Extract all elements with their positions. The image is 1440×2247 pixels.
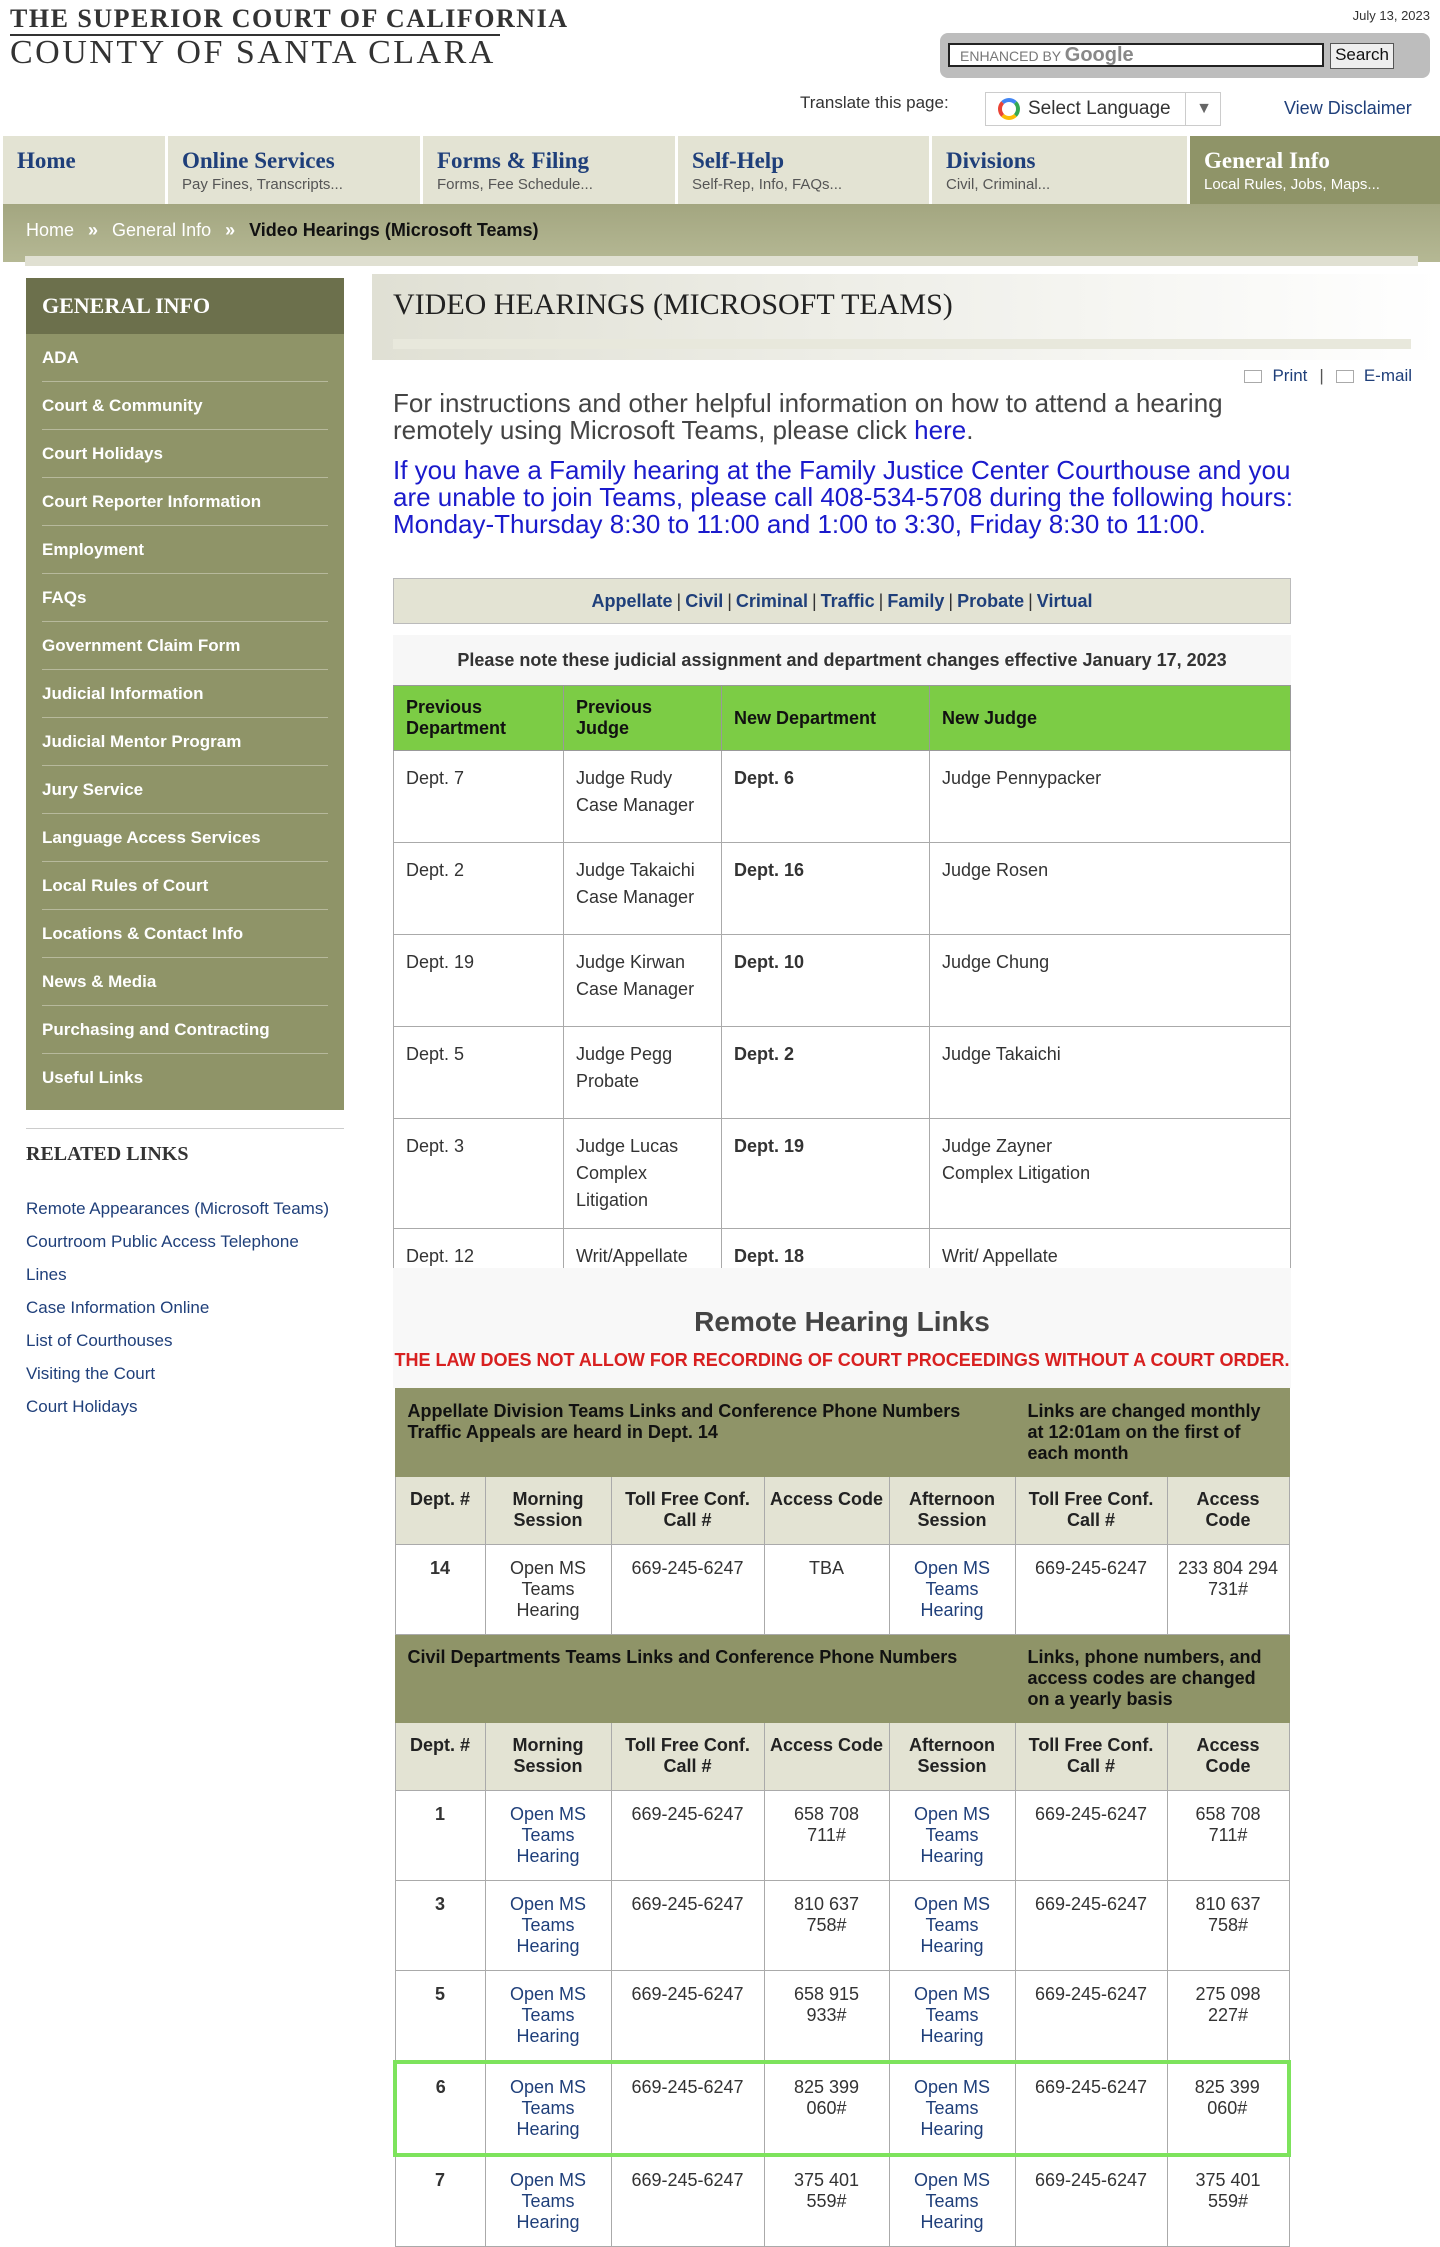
nav-tab-title: Online Services (182, 148, 335, 173)
search-button[interactable]: Search (1330, 43, 1394, 69)
morning-phone: 669-245-6247 (611, 1881, 764, 1971)
afternoon-access-code: 825 399 060# (1167, 2062, 1289, 2155)
sidebar-item-purchasing-and-contracting[interactable]: Purchasing and Contracting (42, 1006, 328, 1054)
sidebar-item-faqs[interactable]: FAQs (42, 574, 328, 622)
court-logo-line2[interactable]: COUNTY OF SANTA CLARA (10, 34, 496, 71)
dept-number: 3 (395, 1881, 485, 1971)
previous-role: Complex Litigation (576, 1163, 649, 1210)
category-link-civil[interactable]: Civil (685, 591, 724, 611)
category-separator: | (878, 591, 884, 611)
section-title: Civil Departments Teams Links and Conference Phone Numbers (407, 1647, 958, 1667)
family-hearing-note: If you have a Family hearing at the Family Justice Center Courthouse and you are unable to join Teams, please call 408-534-5708 during the following hours: Monday-Thursday 8:30 to 11:00 and 1:00 to 3:30, Friday 8:30 to 11:00. (393, 455, 1293, 539)
print-icon[interactable] (1244, 370, 1262, 383)
sidebar (26, 278, 344, 1110)
links-header-row (395, 1723, 1289, 1791)
sidebar-item-locations-contact-info[interactable]: Locations & Contact Info (42, 910, 328, 958)
assignment-row (394, 1119, 1291, 1229)
nav-tab-title: Forms & Filing (437, 148, 590, 173)
new-judge-cell (930, 935, 1291, 1027)
category-separator: | (676, 591, 682, 611)
new-department: Dept. 18 (722, 1229, 930, 1321)
dept-number: 7 (395, 2155, 485, 2247)
new-judge-cell (930, 751, 1291, 843)
links-column-header: Morning Session (485, 1477, 611, 1545)
category-link-criminal[interactable]: Criminal (735, 591, 808, 611)
nav-tab-title: General Info (1204, 148, 1330, 173)
links-column-header: Dept. # (395, 1477, 485, 1545)
assignment-row (394, 1027, 1291, 1119)
main-nav (3, 136, 1440, 204)
previous-judge-cell (564, 843, 722, 935)
morning-access-code: 810 637 758# (764, 1881, 889, 1971)
previous-judge-cell (564, 751, 722, 843)
breadcrumb-home[interactable]: Home (26, 220, 75, 240)
section-header-civil (395, 1635, 1289, 1723)
page-tools (1244, 366, 1412, 386)
sidebar-item-local-rules-of-court[interactable]: Local Rules of Court (42, 862, 328, 910)
previous-judge: Writ/Appellate (576, 1246, 688, 1266)
dept-row (395, 1881, 1289, 1971)
links-column-header: Toll Free Conf. Call # (611, 1477, 764, 1545)
previous-role: Case Manager (576, 795, 695, 815)
afternoon-teams-link[interactable]: Open MS Teams Hearing (913, 1804, 991, 1866)
sidebar-item-useful-links[interactable]: Useful Links (42, 1068, 144, 1087)
assignment-table (393, 685, 1291, 1321)
new-judge: Judge Chung (942, 952, 1050, 972)
previous-department: Dept. 3 (394, 1119, 564, 1229)
assignment-change-note: Please note these judicial assignment and department changes effective January 17, 2023 (393, 635, 1291, 685)
new-department: Dept. 2 (722, 1027, 930, 1119)
previous-department: Dept. 5 (394, 1027, 564, 1119)
category-links (393, 578, 1291, 624)
nav-tab-divisions[interactable] (932, 136, 1187, 204)
morning-session-cell (485, 1545, 611, 1635)
sidebar-item-ada[interactable]: ADA (42, 334, 328, 382)
section-header-appellate (395, 1389, 1289, 1477)
sidebar-item-employment[interactable]: Employment (42, 526, 328, 574)
section-update-note: Links, phone numbers, and access codes are changed on a yearly basis (1015, 1635, 1289, 1723)
category-link-appellate[interactable]: Appellate (591, 591, 673, 611)
col-previous-judge: Previous Judge (564, 686, 722, 751)
links-column-header: Toll Free Conf. Call # (1015, 1477, 1167, 1545)
morning-access-code: 825 399 060# (764, 2062, 889, 2155)
morning-access-code: 658 708 711# (764, 1791, 889, 1881)
new-judge: Judge Takaichi (942, 1044, 1061, 1064)
afternoon-session-cell (889, 1545, 1015, 1635)
dept-number: 1 (395, 1791, 485, 1881)
afternoon-phone: 669-245-6247 (1015, 1545, 1167, 1635)
morning-phone: 669-245-6247 (611, 2155, 764, 2247)
section-subtitle: Traffic Appeals are heard in Dept. 14 (407, 1422, 718, 1442)
previous-role: Case Manager (576, 979, 695, 999)
morning-access-code: 375 401 559# (764, 2155, 889, 2247)
dropdown-arrow-icon: ▼ (1185, 93, 1212, 125)
morning-teams-link[interactable]: Open MS Teams Hearing (509, 2170, 587, 2232)
morning-teams-text: Open MS Teams Hearing (509, 1558, 587, 1620)
sidebar-item-government-claim-form[interactable]: Government Claim Form (42, 622, 328, 670)
afternoon-teams-link[interactable]: Open MS Teams Hearing (913, 1984, 991, 2046)
dept-number: 14 (395, 1545, 485, 1635)
previous-judge-cell (564, 1119, 722, 1229)
morning-phone: 669-245-6247 (611, 1791, 764, 1881)
afternoon-teams-link[interactable]: Open MS Teams Hearing (913, 2170, 991, 2232)
new-department: Dept. 6 (722, 751, 930, 843)
links-header-row (395, 1477, 1289, 1545)
court-logo-line1[interactable]: THE SUPERIOR COURT OF CALIFORNIA (10, 4, 569, 33)
morning-teams-link[interactable]: Open MS Teams Hearing (509, 1804, 587, 1866)
nav-tab-forms-filing[interactable] (423, 136, 675, 204)
nav-tab-title: Divisions (946, 148, 1036, 173)
page-title: VIDEO HEARINGS (MICROSOFT TEAMS) (393, 288, 953, 321)
new-judge-cell (930, 1027, 1291, 1119)
header-date: July 13, 2023 (1352, 8, 1430, 23)
breadcrumb-current: Video Hearings (Microsoft Teams) (249, 220, 539, 240)
remote-hearing-links-title: Remote Hearing Links (694, 1306, 990, 1337)
google-g-icon (998, 98, 1020, 120)
section-title-cell (395, 1389, 1015, 1477)
nav-tab-self-help[interactable] (678, 136, 929, 204)
view-disclaimer-link[interactable]: View Disclaimer (1284, 98, 1412, 118)
google-logo: Google (1064, 44, 1134, 66)
col-new-judge: New Judge (930, 686, 1291, 751)
afternoon-phone: 669-245-6247 (1015, 1791, 1167, 1881)
afternoon-phone: 669-245-6247 (1015, 2155, 1167, 2247)
category-separator: | (1028, 591, 1033, 611)
new-department: Dept. 16 (722, 843, 930, 935)
email-link[interactable]: E-mail (1363, 366, 1412, 385)
intro-text: For instructions and other helpful information on how to attend a hearing remotely using Microsoft Teams, please click here. (393, 388, 1223, 445)
afternoon-phone: 669-245-6247 (1015, 2062, 1167, 2155)
nav-tab-subtitle: Civil, Criminal... (946, 176, 1051, 193)
new-judge-cell (930, 1119, 1291, 1229)
previous-judge-cell (564, 1027, 722, 1119)
tools-separator: | (1319, 366, 1324, 385)
previous-role: Case Manager (576, 887, 695, 907)
assignment-row (394, 843, 1291, 935)
nav-tab-title: Self-Help (692, 148, 784, 173)
previous-judge: Judge Lucas (576, 1136, 679, 1156)
sidebar-title: GENERAL INFO (26, 278, 344, 334)
breadcrumb-band (25, 256, 1418, 266)
morning-teams-link[interactable]: Open MS Teams Hearing (509, 2077, 587, 2139)
afternoon-session-cell (889, 2062, 1015, 2155)
dept-row (395, 1971, 1289, 2063)
nav-tab-subtitle: Pay Fines, Transcripts... (182, 176, 343, 193)
sidebar-item-court-community[interactable]: Court & Community (42, 382, 328, 430)
morning-session-cell (485, 2062, 611, 2155)
new-judge-cell (930, 843, 1291, 935)
site-header (0, 0, 1440, 135)
nav-tab-title: Home (17, 148, 76, 173)
links-column-header: Access Code (1167, 1477, 1289, 1545)
morning-session-cell (485, 1881, 611, 1971)
recording-warning: THE LAW DOES NOT ALLOW FOR RECORDING OF COURT PROCEEDINGS WITHOUT A COURT ORDER. (394, 1350, 1290, 1370)
previous-role: Probate (576, 1071, 640, 1091)
related-links-list (26, 1192, 344, 1423)
category-link-probate[interactable]: Probate (957, 591, 1025, 611)
afternoon-session-cell (889, 2155, 1015, 2247)
previous-judge: Judge Takaichi (576, 860, 695, 880)
dept-number: 5 (395, 1971, 485, 2063)
section-update-note: Links are changed monthly at 12:01am on the first of each month (1015, 1389, 1289, 1477)
sidebar-item-news-media[interactable]: News & Media (42, 958, 328, 1006)
category-link-traffic[interactable]: Traffic (820, 591, 875, 611)
new-judge: Judge Zayner (942, 1136, 1053, 1156)
related-link-case-information-online[interactable]: Case Information Online (26, 1298, 210, 1317)
dept-number: 6 (395, 2062, 485, 2155)
morning-phone: 669-245-6247 (611, 1971, 764, 2063)
breadcrumb-general-info[interactable]: General Info (112, 220, 212, 240)
sidebar-item-court-holidays[interactable]: Court Holidays (42, 430, 328, 478)
section-title: Appellate Division Teams Links and Conference Phone Numbers (407, 1401, 961, 1421)
related-link-remote-appearances-microsoft-teams[interactable]: Remote Appearances (Microsoft Teams) (26, 1199, 329, 1218)
nav-tab-subtitle: Local Rules, Jobs, Maps... (1204, 176, 1380, 193)
new-department: Dept. 10 (722, 935, 930, 1027)
links-column-header: Access Code (764, 1477, 889, 1545)
nav-tab-subtitle: Self-Rep, Info, FAQs... (692, 176, 843, 193)
email-icon[interactable] (1336, 370, 1354, 383)
category-link-family[interactable]: Family (887, 591, 945, 611)
afternoon-access-code: 658 708 711# (1167, 1791, 1289, 1881)
morning-session-cell (485, 1791, 611, 1881)
morning-teams-link[interactable]: Open MS Teams Hearing (509, 1894, 587, 1956)
sidebar-list (26, 334, 344, 1102)
links-column-header: Afternoon Session (889, 1477, 1015, 1545)
breadcrumb-bar (3, 204, 1440, 262)
afternoon-teams-link[interactable]: Open MS Teams Hearing (913, 1558, 991, 1620)
search-prefix: ENHANCED BY (960, 48, 1061, 64)
afternoon-session-cell (889, 1881, 1015, 1971)
previous-department: Dept. 7 (394, 751, 564, 843)
morning-phone: 669-245-6247 (611, 1545, 764, 1635)
dept-row (395, 2155, 1289, 2247)
search-input[interactable] (948, 43, 1324, 67)
links-column-header: Morning Session (485, 1723, 611, 1791)
new-judge: Writ/ Appellate (942, 1246, 1058, 1266)
previous-judge: Judge Rudy (576, 768, 673, 788)
language-select[interactable] (985, 92, 1221, 126)
breadcrumb-separator: » (225, 220, 236, 240)
language-select-label: Select Language (1028, 98, 1171, 119)
intro-body: For instructions and other helpful information on how to attend a hearing remotely using Microsoft Teams, please click (393, 388, 1223, 445)
section-title-cell (395, 1635, 1015, 1723)
col-previous-department: Previous Department (394, 686, 564, 751)
afternoon-teams-link[interactable]: Open MS Teams Hearing (913, 1894, 991, 1956)
nav-tab-subtitle: Forms, Fee Schedule... (437, 176, 593, 193)
afternoon-session-cell (889, 1971, 1015, 2063)
afternoon-access-code: 375 401 559# (1167, 2155, 1289, 2247)
breadcrumb (26, 220, 539, 241)
category-separator: | (948, 591, 954, 611)
sidebar-item-judicial-mentor-program[interactable]: Judicial Mentor Program (42, 718, 328, 766)
category-separator: | (727, 591, 732, 611)
remote-links-table (393, 1388, 1291, 2247)
assignment-row (394, 935, 1291, 1027)
dept-row (395, 1791, 1289, 1881)
search-box (940, 33, 1430, 78)
previous-judge: Judge Kirwan (576, 952, 686, 972)
related-link-list-of-courthouses[interactable]: List of Courthouses (26, 1331, 173, 1350)
links-column-header: Afternoon Session (889, 1723, 1015, 1791)
breadcrumb-separator: » (88, 220, 99, 240)
translate-label: Translate this page: (800, 93, 949, 112)
previous-department: Dept. 2 (394, 843, 564, 935)
afternoon-teams-link[interactable]: Open MS Teams Hearing (913, 2077, 991, 2139)
links-column-header: Access Code (1167, 1723, 1289, 1791)
new-judge: Judge Pennypacker (942, 768, 1102, 788)
related-link-court-holidays[interactable]: Court Holidays (26, 1397, 138, 1416)
instructions-here-link[interactable]: here (914, 415, 967, 445)
nav-tab-online-services[interactable] (168, 136, 420, 204)
new-judge: Judge Rosen (942, 860, 1049, 880)
afternoon-phone: 669-245-6247 (1015, 1971, 1167, 2063)
nav-tab-home[interactable] (3, 136, 165, 204)
previous-department: Dept. 19 (394, 935, 564, 1027)
morning-access-code: TBA (764, 1545, 889, 1635)
dept-row (395, 1545, 1289, 1635)
sidebar-item-court-reporter-information[interactable]: Court Reporter Information (42, 478, 328, 526)
morning-session-cell (485, 1971, 611, 2063)
category-link-virtual[interactable]: Virtual (1036, 591, 1093, 611)
new-role: Complex Litigation (942, 1163, 1091, 1183)
related-links-title: RELATED LINKS (26, 1128, 344, 1166)
morning-teams-link[interactable]: Open MS Teams Hearing (509, 1984, 587, 2046)
category-separator: | (811, 591, 817, 611)
sidebar-item-language-access-services[interactable]: Language Access Services (42, 814, 328, 862)
links-column-header: Dept. # (395, 1723, 485, 1791)
links-column-header: Toll Free Conf. Call # (611, 1723, 764, 1791)
afternoon-access-code: 275 098 227# (1167, 1971, 1289, 2063)
morning-access-code: 658 915 933# (764, 1971, 889, 2063)
print-link[interactable]: Print (1272, 366, 1308, 385)
afternoon-phone: 669-245-6247 (1015, 1881, 1167, 1971)
links-column-header: Toll Free Conf. Call # (1015, 1723, 1167, 1791)
afternoon-access-code: 233 804 294 731# (1167, 1545, 1289, 1635)
col-new-department: New Department (722, 686, 930, 751)
sidebar-item-jury-service[interactable]: Jury Service (42, 766, 328, 814)
previous-judge: Judge Pegg (576, 1044, 673, 1064)
afternoon-access-code: 810 637 758# (1167, 1881, 1289, 1971)
new-department: Dept. 19 (722, 1119, 930, 1229)
previous-judge-cell (564, 935, 722, 1027)
links-column-header: Access Code (764, 1723, 889, 1791)
related-link-visiting-the-court[interactable]: Visiting the Court (26, 1364, 156, 1383)
nav-tab-general-info[interactable] (1190, 136, 1440, 204)
header-rule (393, 339, 1411, 349)
assignment-row (394, 751, 1291, 843)
related-link-courtroom-public-access-telephone-lines[interactable]: Courtroom Public Access Telephone Lines (26, 1232, 299, 1284)
previous-department: Dept. 12 (394, 1229, 564, 1321)
afternoon-session-cell (889, 1791, 1015, 1881)
dept-row (395, 2062, 1289, 2155)
morning-session-cell (485, 2155, 611, 2247)
sidebar-item-judicial-information[interactable]: Judicial Information (42, 670, 328, 718)
morning-phone: 669-245-6247 (611, 2062, 764, 2155)
